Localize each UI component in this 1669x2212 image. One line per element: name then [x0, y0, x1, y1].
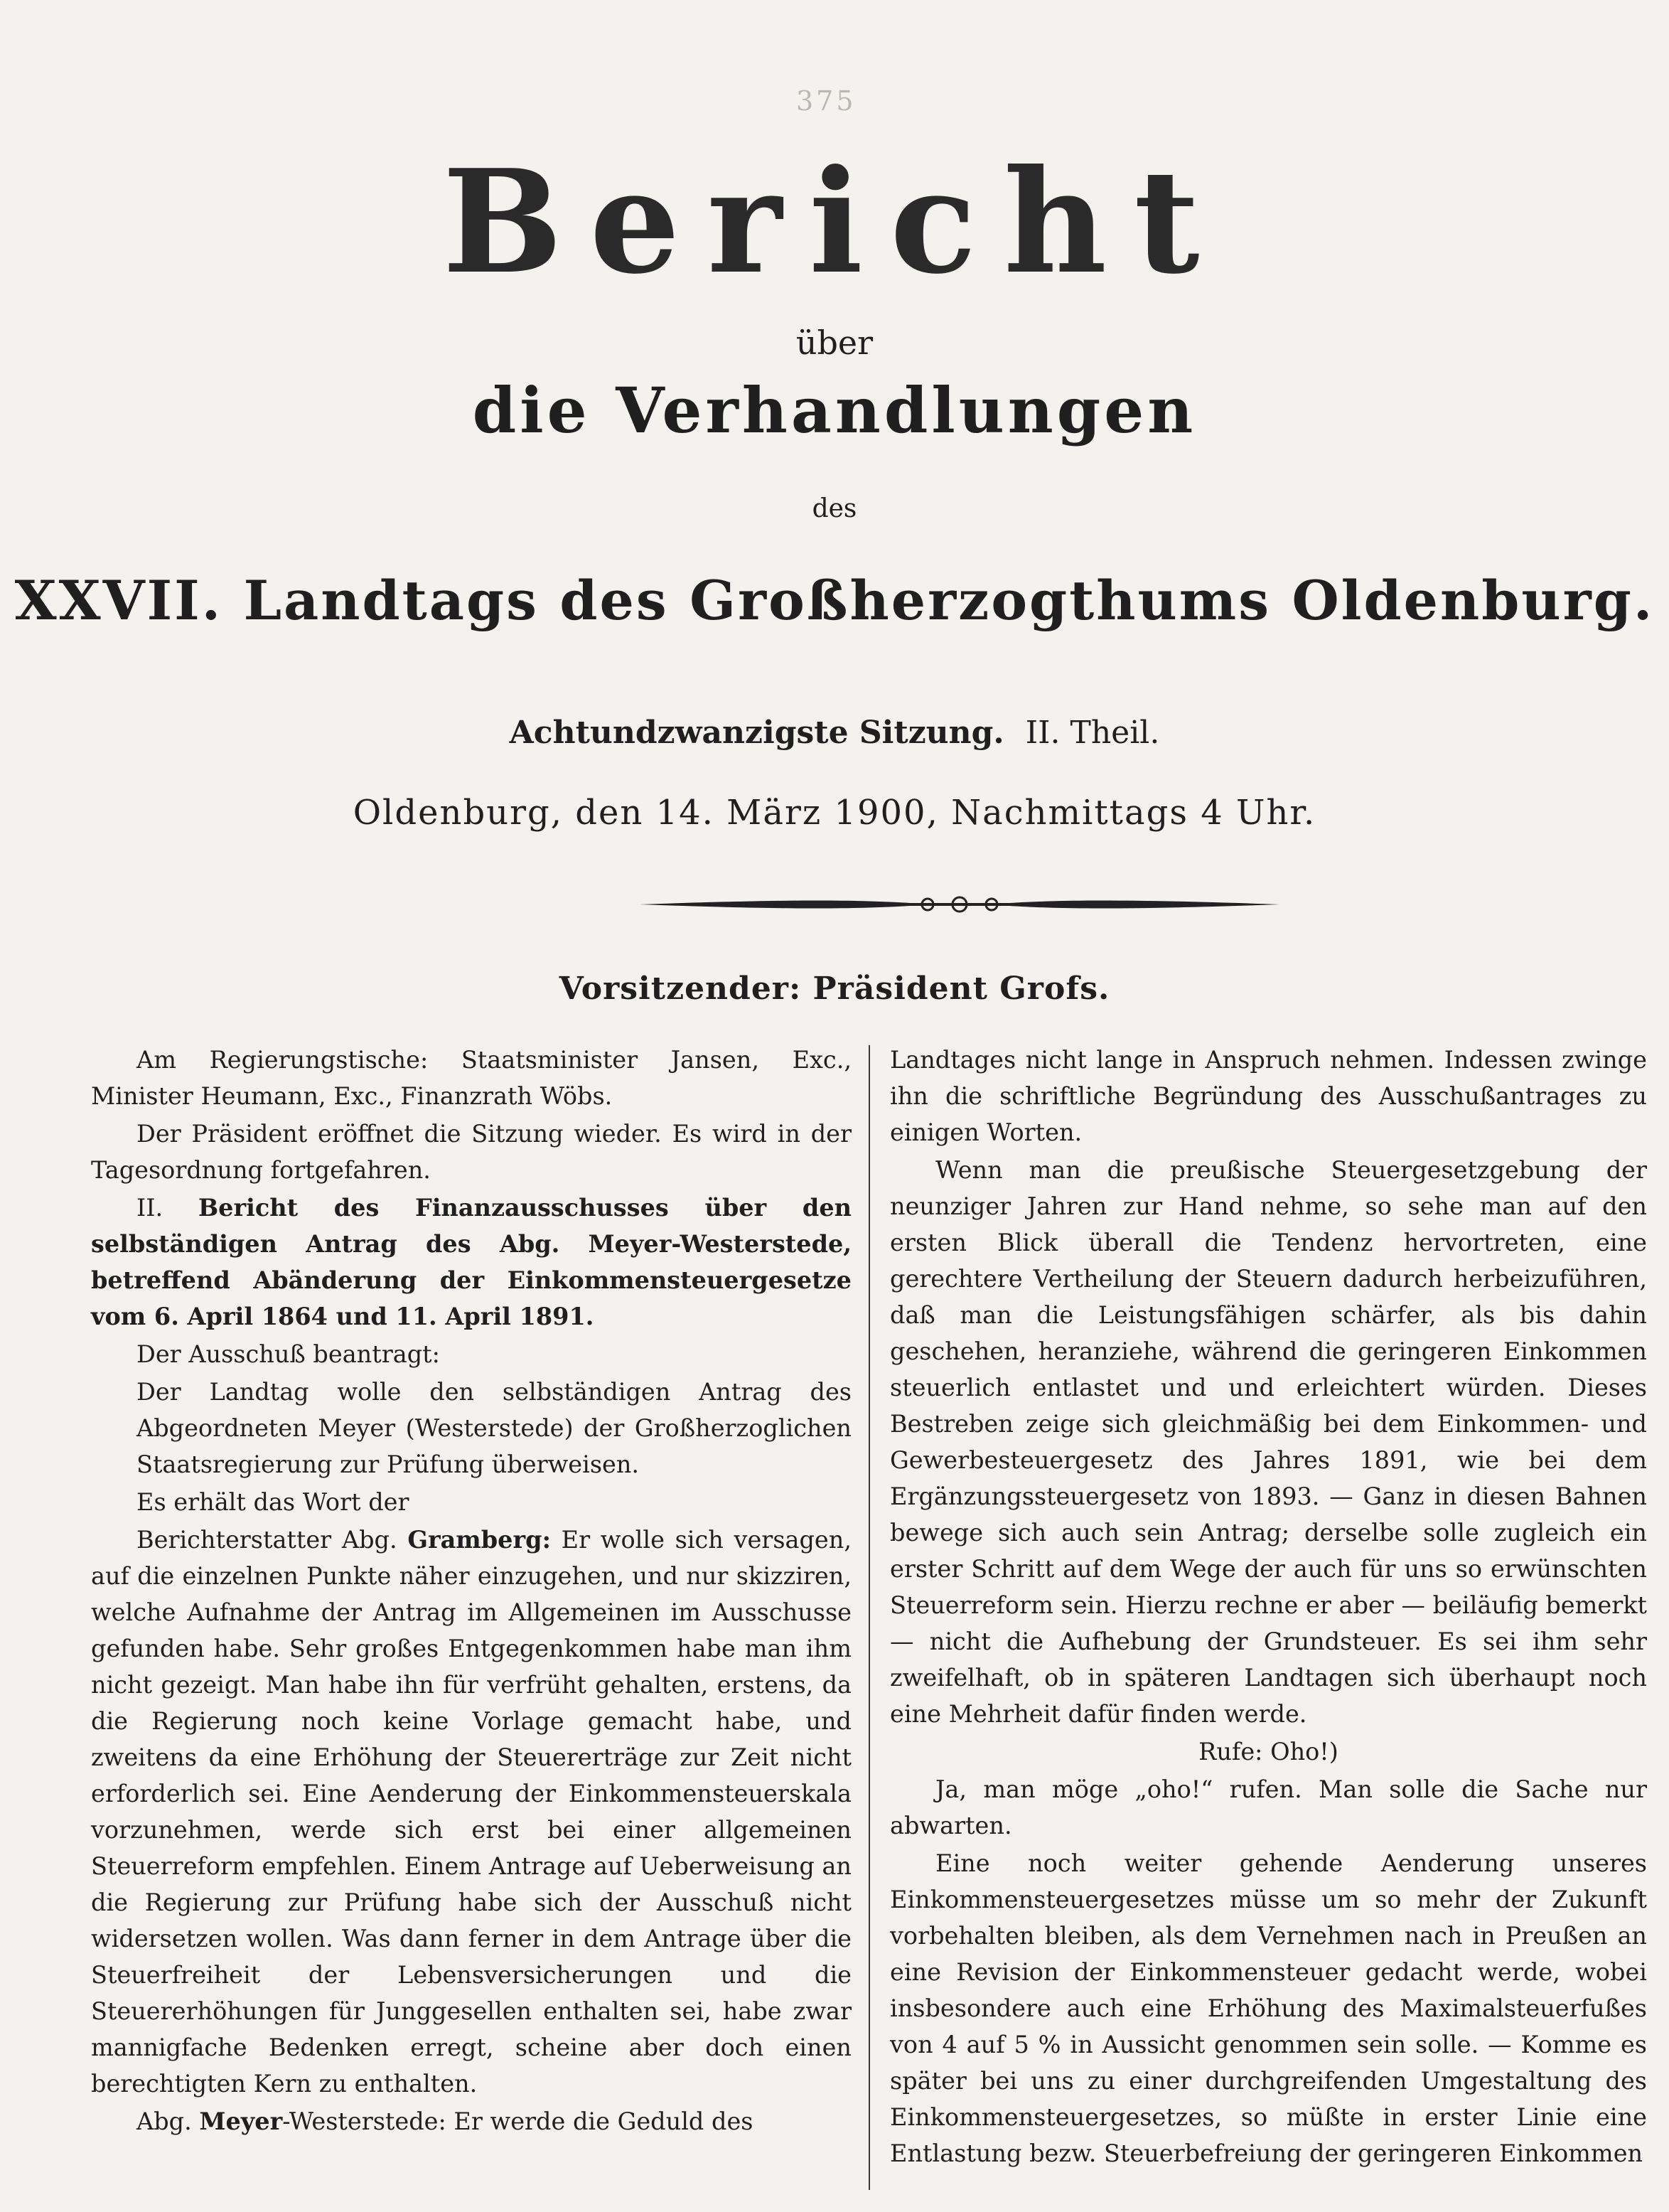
page-number: 375 — [796, 85, 857, 117]
speech-meyer-cont: Landtages nicht lange in Anspruch nehmen. Indessen zwinge ihn die schriftliche Begründung des Ausschußantrages zu einigen Worten. — [890, 1046, 1647, 1146]
column-divider — [869, 1045, 870, 2190]
chair-line: Vorsitzender: Präsident Grofs. — [559, 971, 1110, 1007]
subtitle-verhandlungen: die Verhandlungen — [472, 373, 1197, 447]
subtitle-des: des — [812, 494, 857, 523]
session-date: Oldenburg, den 14. März 1900, Nachmittags 4 Uhr. — [353, 793, 1316, 833]
session-resumed: Der Präsident eröffnet die Sitzung wieder. Es wird in der Tagesordnung fortgefahren. — [91, 1120, 852, 1184]
ornament-divider — [640, 892, 1279, 917]
committee-motion: Der Landtag wolle den selbständigen Antrag des Abgeordneten Meyer (Westerstede) der Großherzoglichen Staatsregierung zur Prüfung überweisen. — [136, 1378, 852, 1478]
left-column — [91, 1042, 852, 2141]
speech-meyer-reply: Ja, man möge „oho!“ rufen. Man solle die Sache nur abwarten. — [890, 1775, 1647, 1839]
agenda-item: II. Bericht des Finanzausschusses über den selbständigen Antrag des Abg. Meyer-Westerstede, betreffend Abänderung der Einkommensteuergesetze vom 6. April 1864 und 11. April 1891. — [91, 1194, 852, 1330]
landtag-heading: XXVII. Landtags des Großherzogthums Oldenburg. — [14, 569, 1655, 632]
report-title: Bericht — [442, 139, 1227, 306]
session-name: Achtundzwanzigste Sitzung. — [509, 715, 1004, 751]
speech-gramberg: Berichterstatter Abg. Gramberg: Er wolle sich versagen, auf die einzelnen Punkte näher einzugehen, und nur skizziren, welche Aufnahme der Antrag im Allgemeinen im Ausschusse gefunden habe. Sehr großes Entgegenkommen habe man ihm nicht gezeigt. Man habe ihn für verfrüht gehalten, erstens, da die Regierung noch keine Vorlage gemacht habe, und zweitens da eine Erhöhung der Steuererträge zur Zeit nicht erforderlich sei. Eine Aenderung der Einkommensteuerskala vorzunehmen, werde sich erst bei einer allgemeinen Steuerreform empfehlen. Einem Antrage auf Ueberweisung an die Regierung zur Prüfung habe sich der Ausschuß nicht widersetzen wollen. Was dann ferner in dem Antrage über die Steuerfreiheit der Lebensversicherungen und die Steuererhöhungen für Junggesellen enthalten sei, habe zwar mannigfache Bedenken erregt, scheine aber doch einen berechtigten Kern zu enthalten. — [91, 1526, 852, 2098]
right-column — [890, 1042, 1647, 2173]
subtitle-ueber: über — [795, 324, 874, 362]
session-part: II. Theil. — [1025, 715, 1160, 751]
speech-meyer-prussia: Wenn man die preußische Steuergesetzgebung der neunziger Jahren zur Hand nehme, so sehe man auf den ersten Blick überall die Tendenz hervortreten, eine gerechtere Vertheilung der Steuern dadurch herbeizuführen, daß man die Leistungsfähigen schärfer, als bis dahin geschehen, heranziehe, während die geringeren Einkommen steuerlich entlastet und und erleichtert würden. Dieses Bestreben zeige sich gleichmäßig bei dem Einkommen- und Gewerbesteuergesetz des Jahres 1891, wie bei dem Ergänzungssteuergesetz von 1893. — Ganz in diesen Bahnen bewege sich auch sein Antrag; derselbe solle zugleich ein erster Schritt auf dem Wege der auch für uns so erwünschten Steuerreform sein. Hierzu rechne er aber — beiläufig bemerkt — nicht die Aufhebung der Grundsteuer. Es sei ihm sehr zweifelhaft, ob in späteren Landtagen sich überhaupt noch eine Mehrheit dafür finden werde. — [890, 1156, 1647, 1728]
session-line — [0, 715, 1669, 751]
speech-meyer-future: Eine noch weiter gehende Aenderung unseres Einkommensteuergesetzes müsse um so mehr der Zukunft vorbehalten bleiben, als dem Vernehmen nach in Preußen an eine Revision der Einkommensteuer gedacht werde, wobei insbesondere auch eine Erhöhung des Maximalsteuerfußes von 4 auf 5 % in Aussicht genommen sein solle. — Komme es später bei uns zu einer durchgreifenden Umgestaltung des Einkommensteuergesetzes, so müßte in erster Linie eine Entlastung bezw. Steuerbefreiung der geringeren Einkommen — [890, 1849, 1647, 2167]
floor-given: Es erhält das Wort der — [136, 1488, 409, 1516]
committee-motion-intro: Der Ausschuß beantragt: — [136, 1340, 440, 1368]
government-bench: Am Regierungstische: Staatsminister Jansen, Exc., Minister Heumann, Exc., Finanzrath Wöbs. — [91, 1046, 852, 1110]
speech-meyer-start: Abg. Meyer-Westerstede: Er werde die Geduld des — [136, 2107, 753, 2135]
interjection: Rufe: Oho!) — [1198, 1738, 1338, 1765]
